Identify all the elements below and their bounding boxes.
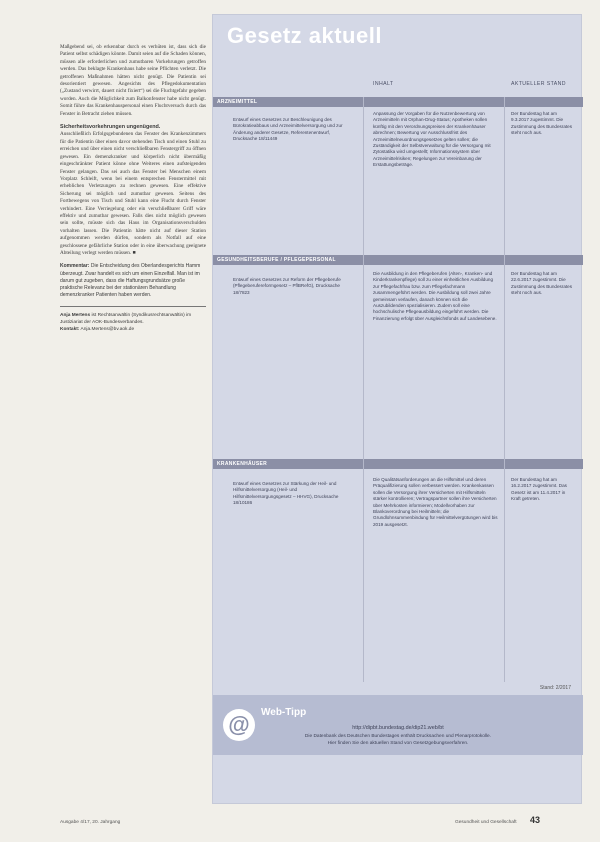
divider — [60, 306, 206, 307]
at-sign-icon: @ — [223, 709, 255, 741]
web-tip-link[interactable]: http://dipbt.bundestag.de/dip21.web/bt — [352, 725, 444, 731]
section-bar-arzneimittel — [213, 97, 583, 107]
article-paragraph: Maßgebend sei, ob erkennbar durch es verhüten ist, dass sich die Patient selbst schädigen könnte. Damit seien auf die Schaden können, müssen alle erforderlichen und zumutbaren Vorkehrungen getroffen werden. Das beklagte Krankenhaus habe seine Pflichten verletzt. Die getroffenen Maßnahmen hätten nicht genügt. Die Patientin sei desorientiert gewesen. Angesichts des Pflegedokumentation („Zustand verwirrt, dauert nicht fixiert“) sei die Fluchtgefahr gegeben worden. Auch die Möglichkeit zum Balkonfenster habe nicht genügt. Somit führe das Krankenhauspersonal einen Fluchtversuch durch das Fenster in Betracht ziehen müssen. — [60, 44, 206, 117]
law-status: Der Bundestag hat am 9.3.2017 zugestimmt. Die Zustimmung des Bundesrates steht noch aus. — [511, 111, 573, 136]
commentary-text: Die Entscheidung des Oberlandesgerichts Hamm überzeugt. Zwar handelt es sich um einen Einzelfall. Man ist im darum gut zugeben, dass die Haftungsgrundsätze große praktische Relevanz bei der stationären Behandlung demenzkranker Patienten haben werden. — [60, 263, 201, 299]
page-number: 43 — [530, 815, 541, 825]
commentary — [60, 263, 206, 299]
web-tip-line: Hier finden Sie den aktuellen Stand von Gesetzgebungsverfahren. — [327, 740, 469, 746]
column-divider — [504, 97, 505, 682]
footer-issue: Ausgabe 4/17, 20. Jahrgang — [60, 820, 121, 825]
article-column — [60, 44, 206, 333]
section-label: ARZNEIMITTEL — [217, 98, 258, 105]
author-contact-label: Kontakt: — [60, 327, 80, 333]
author-info — [60, 312, 206, 333]
footer-magazine: Gesundheit und Gesellschaft — [455, 820, 517, 825]
law-content: Anpassung der Vorgaben für die Nutzenbewertung von Arzneimitteln mit Orphan-Drug-Status; Apotheken sollen künftig mit den Verordnungspreisen der Krankenhäuser abrechnen; Bewertung vor Ausschlussfrist des Arzneimittelneuordnungsgesetzes gelten sollen; die Zuständigkeit der Selbstverwaltung für die Versorgung mit Zytostatika wird umgestellt; Informationssystem über Arzneimittelrisiken; Regelungen zur Vereinbarung der Erstattungsbeträge. — [373, 111, 491, 168]
article-subheading: Sicherheitsvorkehrungen ungenügend. — [60, 124, 161, 131]
web-tip-line: Die Datenbank des Deutschen Bundestages enthält Drucksachen und Plenarprotokolle. — [304, 734, 492, 739]
web-tip-panel — [213, 695, 583, 755]
web-tip-text — [213, 734, 583, 747]
law-status: Der Bundestag hat am 22.6.2017 zugestimmt. Die Zustimmung des Bundesrates steht noch aus. — [511, 271, 573, 296]
status-date: Stand: 2/2017 — [539, 685, 571, 691]
section-bar-krankenhaeuser — [213, 459, 583, 469]
author-email[interactable]: Anja.Mertens@bv.aok.de — [80, 327, 135, 333]
author-description: ist Rechtsanwältin (Syndikusrechtsanwältin) im Justiziariat der AOK-Bundesverbandes. — [60, 313, 192, 326]
law-update-box — [212, 14, 582, 804]
law-title: Entwurf eines Gesetzes zur Beschleunigung des Bürokratieabbaus und Arzneimittelversorgung und zur Änderung anderer Gesetze, Referentenentwurf, Drucksache 18/11449 — [233, 117, 343, 142]
box-title: Gesetz aktuell — [227, 23, 382, 48]
section-label: GESUNDHEITSBERUFE / PFLEGEPERSONAL — [217, 256, 336, 263]
law-content: Die Ausbildung in den Pflegeberufen (Alten-, Kranken- und Kinderkrankenpflege) soll zu einer einheitlichen Ausbildung zur Pflegefachfrau bzw. zum Pflegefachmann zusammengeführt werden. Die Ausbildung soll zwei Jahre gemeinsam verlaufen, danach können sich die Auszubildenden spezialisieren. Zudem soll eine hochschulische Pflegeausbildung eingeführt werden. Die Finanzierung erfolgt über Ausgleichsfonds auf Landesebene. — [373, 271, 497, 321]
law-status: Der Bundestag hat am 16.2.2017 zugestimmt. Das Gesetz ist am 11.4.2017 in Kraft getreten. — [511, 477, 567, 502]
column-header-content: INHALT — [373, 81, 394, 87]
author-name: Anja Mertens — [60, 313, 91, 319]
column-header-status: AKTUELLER STAND — [511, 81, 566, 87]
law-title: Entwurf eines Gesetzes zur Reform der Pflegeberufe (Pflegeberufereformgesetz – PflBRefG), Drucksache 18/7823 — [233, 277, 341, 295]
commentary-label: Kommentar: — [60, 263, 90, 270]
article-paragraph: Ausschließlich Erfolgsgebundenen das Fenster des Krankenzimmers für die Patientin über einen davor stehenden Tisch und einen Stuhl zu erreichen und über einen nicht verschließbaren Fenstergriff zu öffnen gewesen. Ein demenzkranker und körperlich nicht übermäßig eingeschränkter Patient könne ohne Weiteres einen aufsteigenden Fenster gelangen. Das sei auch das Fenster bei Menschen einem Vorplatz Schleift, wenn bei einem entsprechen Fenstermittel mit erheblichen Verletzungen zu rechnen gewesen. Eine effektive Sicherung sei möglich und zumutbar gewesen. Seitens des Fortbewegens von Tisch und Stuhl kann eine Flucht durch Fenster verhindert. Eine Verriegelung oder ein verschließbarer Griff wäre effektiv und zumutbar gewesen. Falls dies nicht möglich gewesen sein sollte, müsste sich das Haus im Organisationsverschulden vorhalten lassen. Die Patientin hätte nicht auf dieser Station aufgenommen werden dürfen, sondern als Notfall auf eine geschlossene gefährliche Station oder in eine überwachung geeignete Abteilung verlegt werden müssen. ■ — [60, 131, 206, 256]
section-bar-gesundheitsberufe — [213, 255, 583, 265]
law-content: Die Qualitätsanforderungen an die Hilfsmittel und deren Präqualifizierung sollen verbessert werden. Krankenkassen sollen die Versorgung ihrer Versicherten mit Hilfsmitteln stärker kontrollieren; Vertragspartner sollen ihre Versicherten über Mehrkosten informieren; Modellvorhaben zur Blankoverordnung bei Heilmitteln; die Grundlohnsummenbindung für Heilmittelvergütungen wird bis 2019 ausgesetzt. — [373, 477, 498, 527]
column-divider — [363, 97, 364, 682]
web-tip-title: Web-Tipp — [261, 707, 307, 718]
section-label: KRANKENHÄUSER — [217, 460, 268, 467]
law-title: Entwurf eines Gesetzes zur Stärkung der Heil- und Hilfsmittelversorgung (Heil- und Hilfsmittelversorgungsgesetz – HHVG), Drucksache 18/10186 — [233, 481, 339, 506]
